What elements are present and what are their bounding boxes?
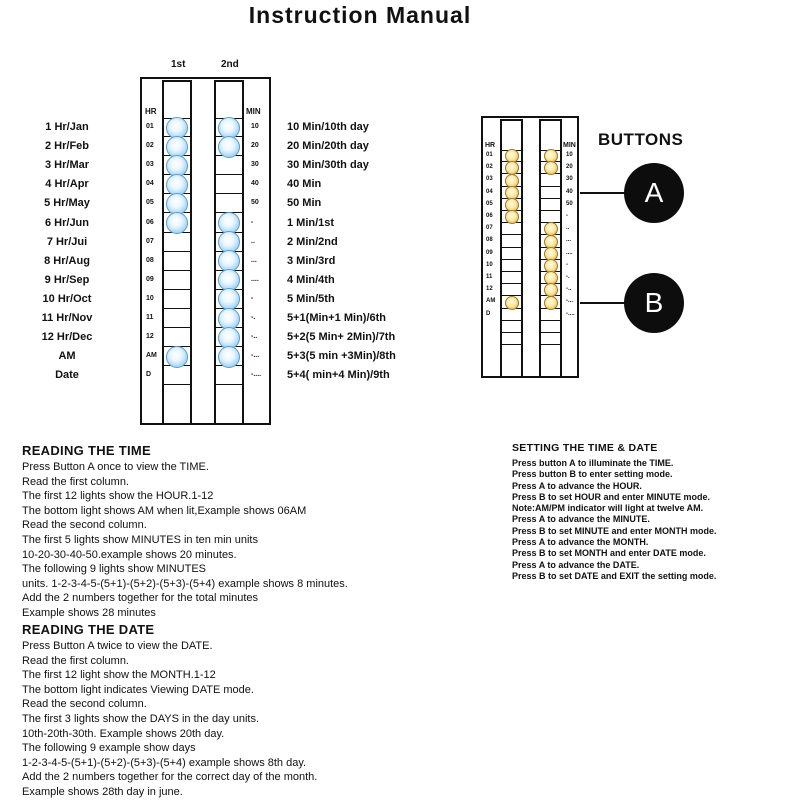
light-cell [502, 284, 521, 296]
minute-code-small: .... [566, 249, 573, 256]
hour-light-strip [162, 80, 192, 425]
text-line: The first 3 lights show the DAYS in the day units. [22, 712, 260, 725]
minute-code: -.. [251, 333, 258, 341]
minute-code: .. [251, 237, 255, 245]
text-line: Example shows 28th day in june. [22, 785, 183, 798]
lit-light-small [544, 296, 558, 310]
light-cell [502, 235, 521, 247]
text-line: Read the second column. [22, 519, 147, 532]
text-line: Press B to set MINUTE and enter MONTH mode. [512, 525, 717, 536]
hour-code: 03 [146, 161, 154, 169]
minute-code: -. [251, 314, 256, 321]
lit-light [218, 346, 240, 368]
buttons-clock-frame [481, 116, 579, 378]
light-cell [541, 174, 560, 186]
text-line: 10th-20th-30th. Example shows 20th day. [22, 727, 225, 740]
minute-label: 5+2(5 Min+ 2Min)/7th [287, 331, 396, 344]
hour-light-strip-small [500, 119, 523, 378]
hour-label: 10 Hr/Oct [42, 292, 92, 305]
text-line: Add the 2 numbers together for the total minutes [22, 592, 259, 605]
hour-label: 2 Hr/Feb [44, 140, 89, 153]
minute-code-small: -... [566, 298, 573, 305]
minute-label: 50 Min [287, 197, 322, 210]
light-cell [541, 187, 560, 199]
button-b-leader [580, 302, 625, 304]
text-line: Press A to advance the DATE. [512, 559, 640, 570]
light-cell [164, 290, 190, 309]
light-cell [216, 175, 242, 194]
minute-label: 5+3(5 min +3Min)/8th [287, 350, 396, 363]
minute-code: 20 [251, 142, 259, 150]
minute-label: 5+4( min+4 Min)/9th [287, 369, 390, 382]
minute-strip-header: MIN [246, 107, 261, 116]
hour-code-small: 07 [486, 225, 493, 232]
hour-code-small: 03 [486, 176, 493, 183]
minute-code-small: 20 [566, 164, 573, 171]
minute-code: - [251, 294, 254, 302]
light-cell [502, 223, 521, 235]
hour-code: 10 [146, 294, 154, 302]
hour-code-small: 01 [486, 152, 493, 158]
text-line: Press A to advance the MINUTE. [512, 514, 650, 525]
hour-code-small: 09 [486, 249, 493, 256]
hour-strip-header: HR [145, 107, 157, 116]
reading-date-text [22, 639, 317, 800]
button-a[interactable]: A [624, 163, 684, 223]
hour-code: AM [146, 352, 157, 360]
text-line: Note:AM/PM indicator will light at twelve AM. [512, 503, 704, 514]
hour-code-small: 11 [486, 274, 493, 280]
text-line: The following 9 lights show MINUTES [22, 563, 207, 576]
light-cell [502, 321, 521, 333]
light-cell [216, 156, 242, 175]
text-line: Press button B to enter setting mode. [512, 469, 673, 480]
hour-code-small: D [486, 310, 491, 317]
minute-code: 10 [251, 123, 259, 130]
lit-light [218, 136, 240, 158]
minute-code-small: -.. [566, 286, 572, 293]
minute-code-small: 40 [566, 188, 573, 195]
setting-text [512, 458, 717, 582]
light-cell [164, 366, 190, 385]
setting-heading: SETTING THE TIME & DATE [512, 442, 658, 454]
light-cell [502, 309, 521, 321]
text-line: The first 12 lights show the HOUR.1-12 [22, 490, 214, 503]
hour-code-small: AM [486, 298, 496, 305]
reading-date-heading: READING THE DATE [22, 622, 155, 637]
minute-label: 20 Min/20th day [287, 140, 369, 153]
minute-strip-header-small: MIN [563, 142, 576, 149]
page-title: Instruction Manual [248, 2, 472, 28]
text-line: Press button A to illuminate the TIME. [512, 458, 674, 468]
light-cell [541, 333, 560, 345]
minute-code-small: 50 [566, 200, 573, 207]
hour-label: 8 Hr/Aug [44, 254, 90, 267]
text-line: Press Button A once to view the TIME. [22, 461, 209, 473]
hour-code: 06 [146, 218, 154, 226]
text-line: The following 9 example show days [22, 742, 196, 755]
minute-code-small: - [566, 213, 568, 219]
text-line: Read the first column. [22, 475, 129, 488]
text-line: The bottom light indicates Viewing DATE mode. [22, 683, 254, 696]
lit-light-small [544, 161, 558, 175]
hour-code: 09 [146, 275, 154, 283]
light-cell [164, 309, 190, 328]
light-cell [164, 252, 190, 271]
minute-label: 2 Min/2nd [287, 235, 338, 248]
text-line: Read the second column. [22, 698, 147, 711]
minute-code: 50 [251, 199, 259, 207]
light-cell [502, 248, 521, 260]
minute-label: 30 Min/30th day [287, 159, 369, 172]
hour-code: 04 [146, 180, 154, 188]
first-column-header: 1st [171, 59, 186, 70]
light-cell [164, 233, 190, 252]
minute-code-small: 10 [566, 152, 573, 158]
text-line: Read the first column. [22, 654, 129, 667]
light-cell [541, 199, 560, 211]
text-line: 10-20-30-40-50.example shows 20 minutes. [22, 548, 237, 561]
reading-time-heading: READING THE TIME [22, 443, 152, 458]
minute-light-strip [214, 80, 244, 425]
minute-label: 5 Min/5th [287, 292, 335, 305]
text-line: Press B to set MONTH and enter DATE mode. [512, 548, 706, 559]
reading-time-text [22, 460, 348, 621]
light-cell [164, 328, 190, 347]
minute-code: .... [251, 275, 259, 283]
minute-code-small: - [566, 261, 568, 268]
hour-code: 12 [146, 333, 154, 341]
hour-code-small: 04 [486, 188, 493, 195]
minute-code: -.... [251, 371, 262, 379]
light-cell [502, 333, 521, 345]
hour-code-small: 02 [486, 164, 493, 171]
minute-code: ... [251, 256, 257, 264]
hour-label: 12 Hr/Dec [41, 331, 93, 344]
minute-label: 5+1(Min+1 Min)/6th [287, 312, 387, 324]
minute-label: 10 Min/10th day [287, 121, 369, 133]
hour-label: 3 Hr/Mar [44, 159, 90, 172]
minute-label: 4 Min/4th [287, 273, 335, 286]
hour-strip-header-small: HR [485, 142, 496, 149]
minute-label: 40 Min [287, 178, 322, 191]
minute-code: 40 [251, 180, 259, 188]
text-line: Press B to set DATE and EXIT the setting mode. [512, 570, 717, 581]
text-line: units. 1-2-3-4-5-(5+1)-(5+2)-(5+3)-(5+4) example shows 8 minutes. [22, 577, 348, 590]
hour-code: 07 [146, 237, 154, 245]
minute-code-small: ... [566, 237, 572, 244]
hour-code-small: 10 [486, 261, 493, 268]
hour-label: AM [58, 350, 76, 363]
text-line: Press Button A twice to view the DATE. [22, 640, 213, 652]
minute-code: 30 [251, 161, 259, 169]
minute-code-small: -. [566, 274, 570, 280]
hour-code-small: 08 [486, 237, 493, 244]
minute-code-small: .. [566, 225, 570, 232]
light-cell [164, 271, 190, 290]
hour-label: 6 Hr/Jun [44, 216, 89, 229]
light-cell [502, 260, 521, 272]
hour-code-small: 05 [486, 200, 493, 207]
text-line: Press A to advance the HOUR. [512, 480, 642, 491]
text-line: Add the 2 numbers together for the correct day of the month. [22, 771, 318, 784]
light-cell [216, 194, 242, 213]
minute-code-small: -.... [566, 310, 575, 317]
minute-label: 1 Min/1st [287, 216, 335, 229]
hour-code: 01 [146, 123, 154, 130]
second-column-header: 2nd [221, 59, 239, 70]
hour-code: 02 [146, 142, 154, 150]
hour-label: 11 Hr/Nov [41, 312, 93, 324]
hour-label: 4 Hr/Apr [45, 178, 89, 191]
hour-label: 7 Hr/Jui [46, 235, 88, 248]
button-a-leader [580, 192, 625, 194]
lit-light-small [505, 296, 519, 310]
minute-label: 3 Min/3rd [287, 254, 336, 267]
text-line: Press B to set HOUR and enter MINUTE mode. [512, 491, 711, 502]
text-line: The first 12 light show the MONTH.1-12 [22, 669, 216, 682]
hour-label: Date [55, 369, 79, 382]
minute-light-strip-small [539, 119, 562, 378]
light-cell [541, 309, 560, 321]
hour-label: 5 Hr/May [44, 197, 90, 210]
buttons-heading: BUTTONS [598, 130, 684, 149]
lit-light-small [505, 210, 519, 224]
lit-light [166, 346, 188, 368]
text-line: Example shows 28 minutes [22, 606, 156, 619]
hour-code: D [146, 371, 152, 379]
minute-code: -... [251, 352, 260, 360]
light-cell [541, 321, 560, 333]
lit-light [166, 212, 188, 234]
hour-label: 1 Hr/Jan [45, 121, 89, 133]
minute-code-small: 30 [566, 176, 573, 183]
hour-code: 05 [146, 199, 154, 207]
hour-code-small: 06 [486, 213, 493, 219]
hour-code: 11 [146, 314, 154, 321]
text-line: Press A to advance the MONTH. [512, 537, 649, 548]
text-line: 1-2-3-4-5-(5+1)-(5+2)-(5+3)-(5+4) example shows 8th day. [22, 756, 307, 769]
hour-code: 08 [146, 256, 154, 264]
button-b[interactable]: B [624, 273, 684, 333]
minute-code: - [251, 218, 254, 226]
text-line: The first 5 lights show MINUTES in ten min units [22, 533, 258, 546]
light-cell [216, 366, 242, 385]
hour-label: 9 Hr/Sep [44, 273, 90, 286]
text-line: The bottom light shows AM when lit,Example shows 06AM [22, 504, 307, 517]
light-cell [502, 272, 521, 284]
hour-code-small: 12 [486, 286, 493, 293]
